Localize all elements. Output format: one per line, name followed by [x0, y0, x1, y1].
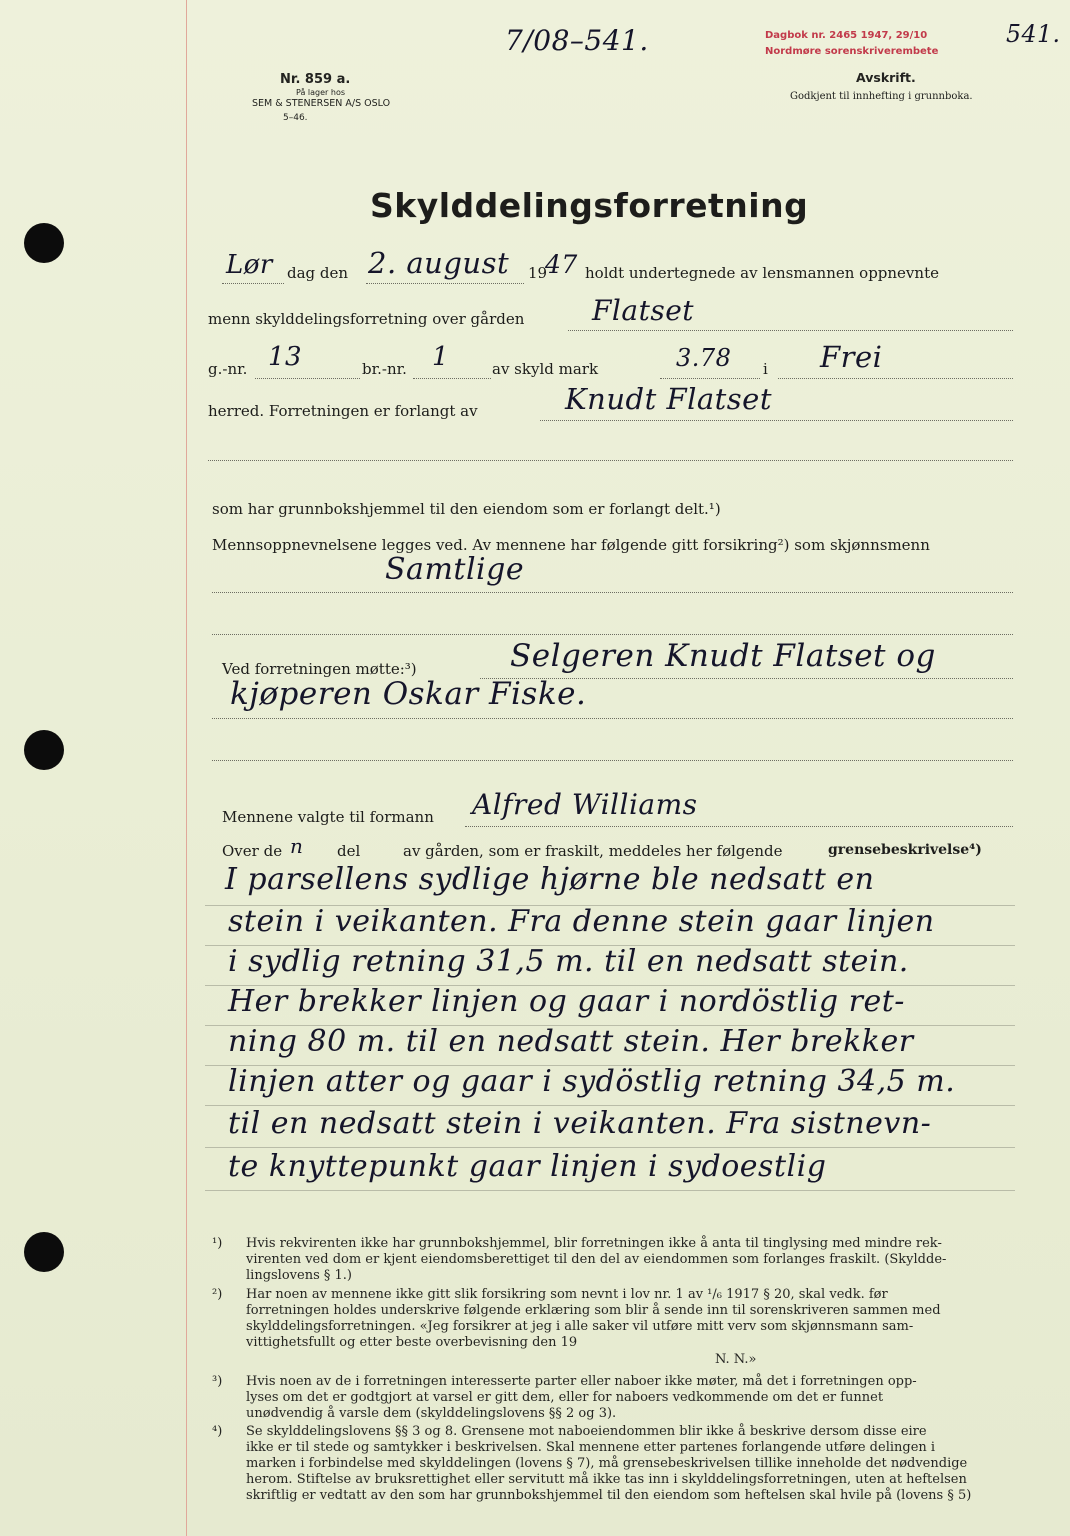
bnr-handwritten: 1 — [432, 342, 450, 372]
footnote-mark: ¹) — [212, 1236, 223, 1251]
dotted-line — [465, 826, 1013, 827]
weekday-handwritten: Lør — [226, 250, 273, 280]
footnote-line: forretningen holdes underskrive følgende erklæring som blir å sende inn til sorenskriveren sammen med — [246, 1303, 941, 1318]
description-line: te knyttepunkt gaar linjen i sydoestlig — [228, 1149, 827, 1184]
label-gnr: g.-nr. — [208, 360, 248, 378]
label-skyld-mark: av skyld mark — [492, 360, 599, 378]
dotted-line — [568, 330, 1013, 331]
footnote-line: lyses om det er godtgjort at varsel er gitt dem, eller for naboers vedkommende om det er funnet — [246, 1390, 884, 1405]
description-line: stein i veikanten. Fra denne stein gaar linjen — [228, 904, 935, 939]
dotted-line — [212, 760, 1013, 761]
mark-handwritten: 3.78 — [676, 344, 732, 372]
farm-handwritten: Flatset — [592, 294, 695, 327]
punch-hole-top — [24, 223, 64, 263]
attendees-handwritten-2: kjøperen Oskar Fiske. — [230, 676, 587, 712]
label-over-de: Over de — [222, 842, 283, 860]
footnote-line: skriftlig er vedtatt av den som har grunnbokshjemmel til den eiendom som heftelsen skal hvile på (lovens § 5) — [246, 1488, 972, 1503]
dotted-line — [413, 378, 491, 379]
label-requested-by: herred. Forretningen er forlangt av — [208, 402, 478, 420]
copy-note: Godkjent til innhefting i grunnboka. — [790, 91, 973, 102]
description-line: linjen atter og gaar i sydöstlig retning 34,5 m. — [228, 1064, 956, 1099]
label-bnr: br.-nr. — [362, 360, 407, 378]
footnote-line: Har noen av mennene ikke gitt slik forsikring som nevnt i lov nr. 1 av ¹/₆ 1917 § 20, skal vedk. før — [246, 1287, 888, 1302]
label-grunnbokshjemmel: som har grunnbokshjemmel til den eiendom som er forlangt delt.¹) — [212, 500, 721, 518]
label-grensebeskrivelse: grensebeskrivelse⁴) — [828, 842, 982, 858]
dotted-line — [366, 283, 524, 284]
label-held-by: holdt undertegnede av lensmannen oppnevnte — [585, 264, 939, 282]
label-attendees: Ved forretningen møtte:³) — [222, 660, 417, 678]
footnote-mark: ²) — [212, 1287, 223, 1302]
copy-title: Avskrift. — [856, 70, 916, 85]
dotted-line — [212, 634, 1013, 635]
top-handwritten-ref: 7/08–541. — [505, 24, 649, 57]
label-i: i — [763, 360, 768, 378]
gnr-handwritten: 13 — [268, 342, 303, 372]
footnote-mark: ³) — [212, 1374, 223, 1389]
label-del: del — [337, 842, 361, 860]
description-line: Her brekker linjen og gaar i nordöstlig ret- — [228, 984, 905, 1019]
label-farm: menn skylddelingsforretning over gården — [208, 310, 525, 328]
label-appointments: Mennsoppnevnelsene legges ved. Av mennene har følgende gitt forsikring²) som skjønnsmenn — [212, 536, 930, 554]
document-title: Skylddelingsforretning — [370, 186, 809, 225]
date-handwritten: 2. august — [368, 246, 510, 280]
footnote-line: vittighetsfullt og etter beste overbevisning den 19 — [246, 1335, 578, 1350]
stock-line-2: SEM & STENERSEN A/S OSLO — [252, 98, 391, 109]
footnote-mark: ⁴) — [212, 1424, 223, 1439]
margin-line — [186, 0, 187, 1536]
footnote-line: lingslovens § 1.) — [246, 1268, 352, 1283]
footnote-line: Hvis rekvirenten ikke har grunnbokshjemmel, blir forretningen ikke å anta til tinglysing med mindre rek- — [246, 1236, 942, 1251]
n-handwritten: n — [290, 834, 304, 858]
herred-handwritten: Frei — [820, 340, 883, 374]
year-handwritten: 47 — [545, 250, 578, 279]
footnote-line: marken i forbindelse med skylddelingen (lovens § 7), må grensebeskrivelsen tillike inneholde det nødvendige — [246, 1456, 968, 1471]
punch-hole-bottom — [24, 1232, 64, 1272]
insured-handwritten: Samtlige — [385, 552, 525, 587]
description-line: til en nedsatt stein i veikanten. Fra sistnevn- — [228, 1106, 932, 1141]
description-line: i sydlig retning 31,5 m. til en nedsatt stein. — [228, 944, 909, 979]
stock-line-3: 5–46. — [283, 113, 308, 123]
journal-stamp-line-1: Dagbok nr. 2465 1947, 29/10 — [765, 30, 928, 41]
requester-handwritten: Knudt Flatset — [565, 382, 772, 416]
footnote-line: virenten ved dom er kjent eiendomsberettiget til den del av eiendommen som forlanges fraskilt. (Skyldde- — [246, 1252, 947, 1267]
footnote-line: Hvis noen av de i forretningen interesserte parter eller naboer ikke møter, må det i forretningen opp- — [246, 1374, 917, 1389]
footnote-line: unødvendig å varsle dem (skylddelingslovens §§ 2 og 3). — [246, 1406, 617, 1421]
dotted-line — [660, 378, 760, 379]
ruled-line — [205, 1147, 1015, 1148]
ruled-line — [205, 1190, 1015, 1191]
dotted-line — [778, 378, 1013, 379]
dotted-line — [212, 592, 1013, 593]
journal-stamp-line-2: Nordmøre sorenskriverembete — [765, 46, 939, 57]
footnote-line: ikke er til stede og samtykker i beskrivelsen. Skal mennene etter partenes forlangende utføre delingen i — [246, 1440, 936, 1455]
description-line: ning 80 m. til en nedsatt stein. Her brekker — [228, 1024, 914, 1059]
label-year-prefix: 19 — [528, 264, 548, 282]
stock-line-1: På lager hos — [296, 88, 345, 97]
dotted-line — [255, 378, 360, 379]
form-number: Nr. 859 a. — [280, 72, 351, 87]
dotted-line — [540, 420, 1013, 421]
dotted-line — [222, 283, 284, 284]
footnote-line: herom. Stiftelse av bruksrettighet eller servitutt må ikke tas inn i skylddelingsforretningen, uten at heftelsen — [246, 1472, 967, 1487]
chairman-handwritten: Alfred Williams — [472, 788, 698, 821]
label-dag-den: dag den — [287, 264, 349, 282]
footnote-nn: N. N.» — [715, 1352, 757, 1367]
dotted-line — [212, 718, 1013, 719]
footnote-line: Se skylddelingslovens §§ 3 og 8. Grensene mot naboeiendommen blir ikke å beskrive dersom disse eire — [246, 1424, 927, 1439]
label-chairman: Mennene valgte til formann — [222, 808, 434, 826]
punch-hole-middle — [24, 730, 64, 770]
dotted-line — [208, 460, 1013, 461]
page-number: 541. — [1006, 20, 1061, 48]
footnote-line: skylddelingsforretningen. «Jeg forsikrer at jeg i alle saker vil utføre mitt verv som skjønnsmann sam- — [246, 1319, 914, 1334]
description-line: I parsellens sydlige hjørne ble nedsatt en — [225, 862, 875, 897]
label-of-farm: av gården, som er fraskilt, meddeles her følgende — [403, 842, 783, 860]
attendees-handwritten: Selgeren Knudt Flatset og — [510, 638, 936, 674]
